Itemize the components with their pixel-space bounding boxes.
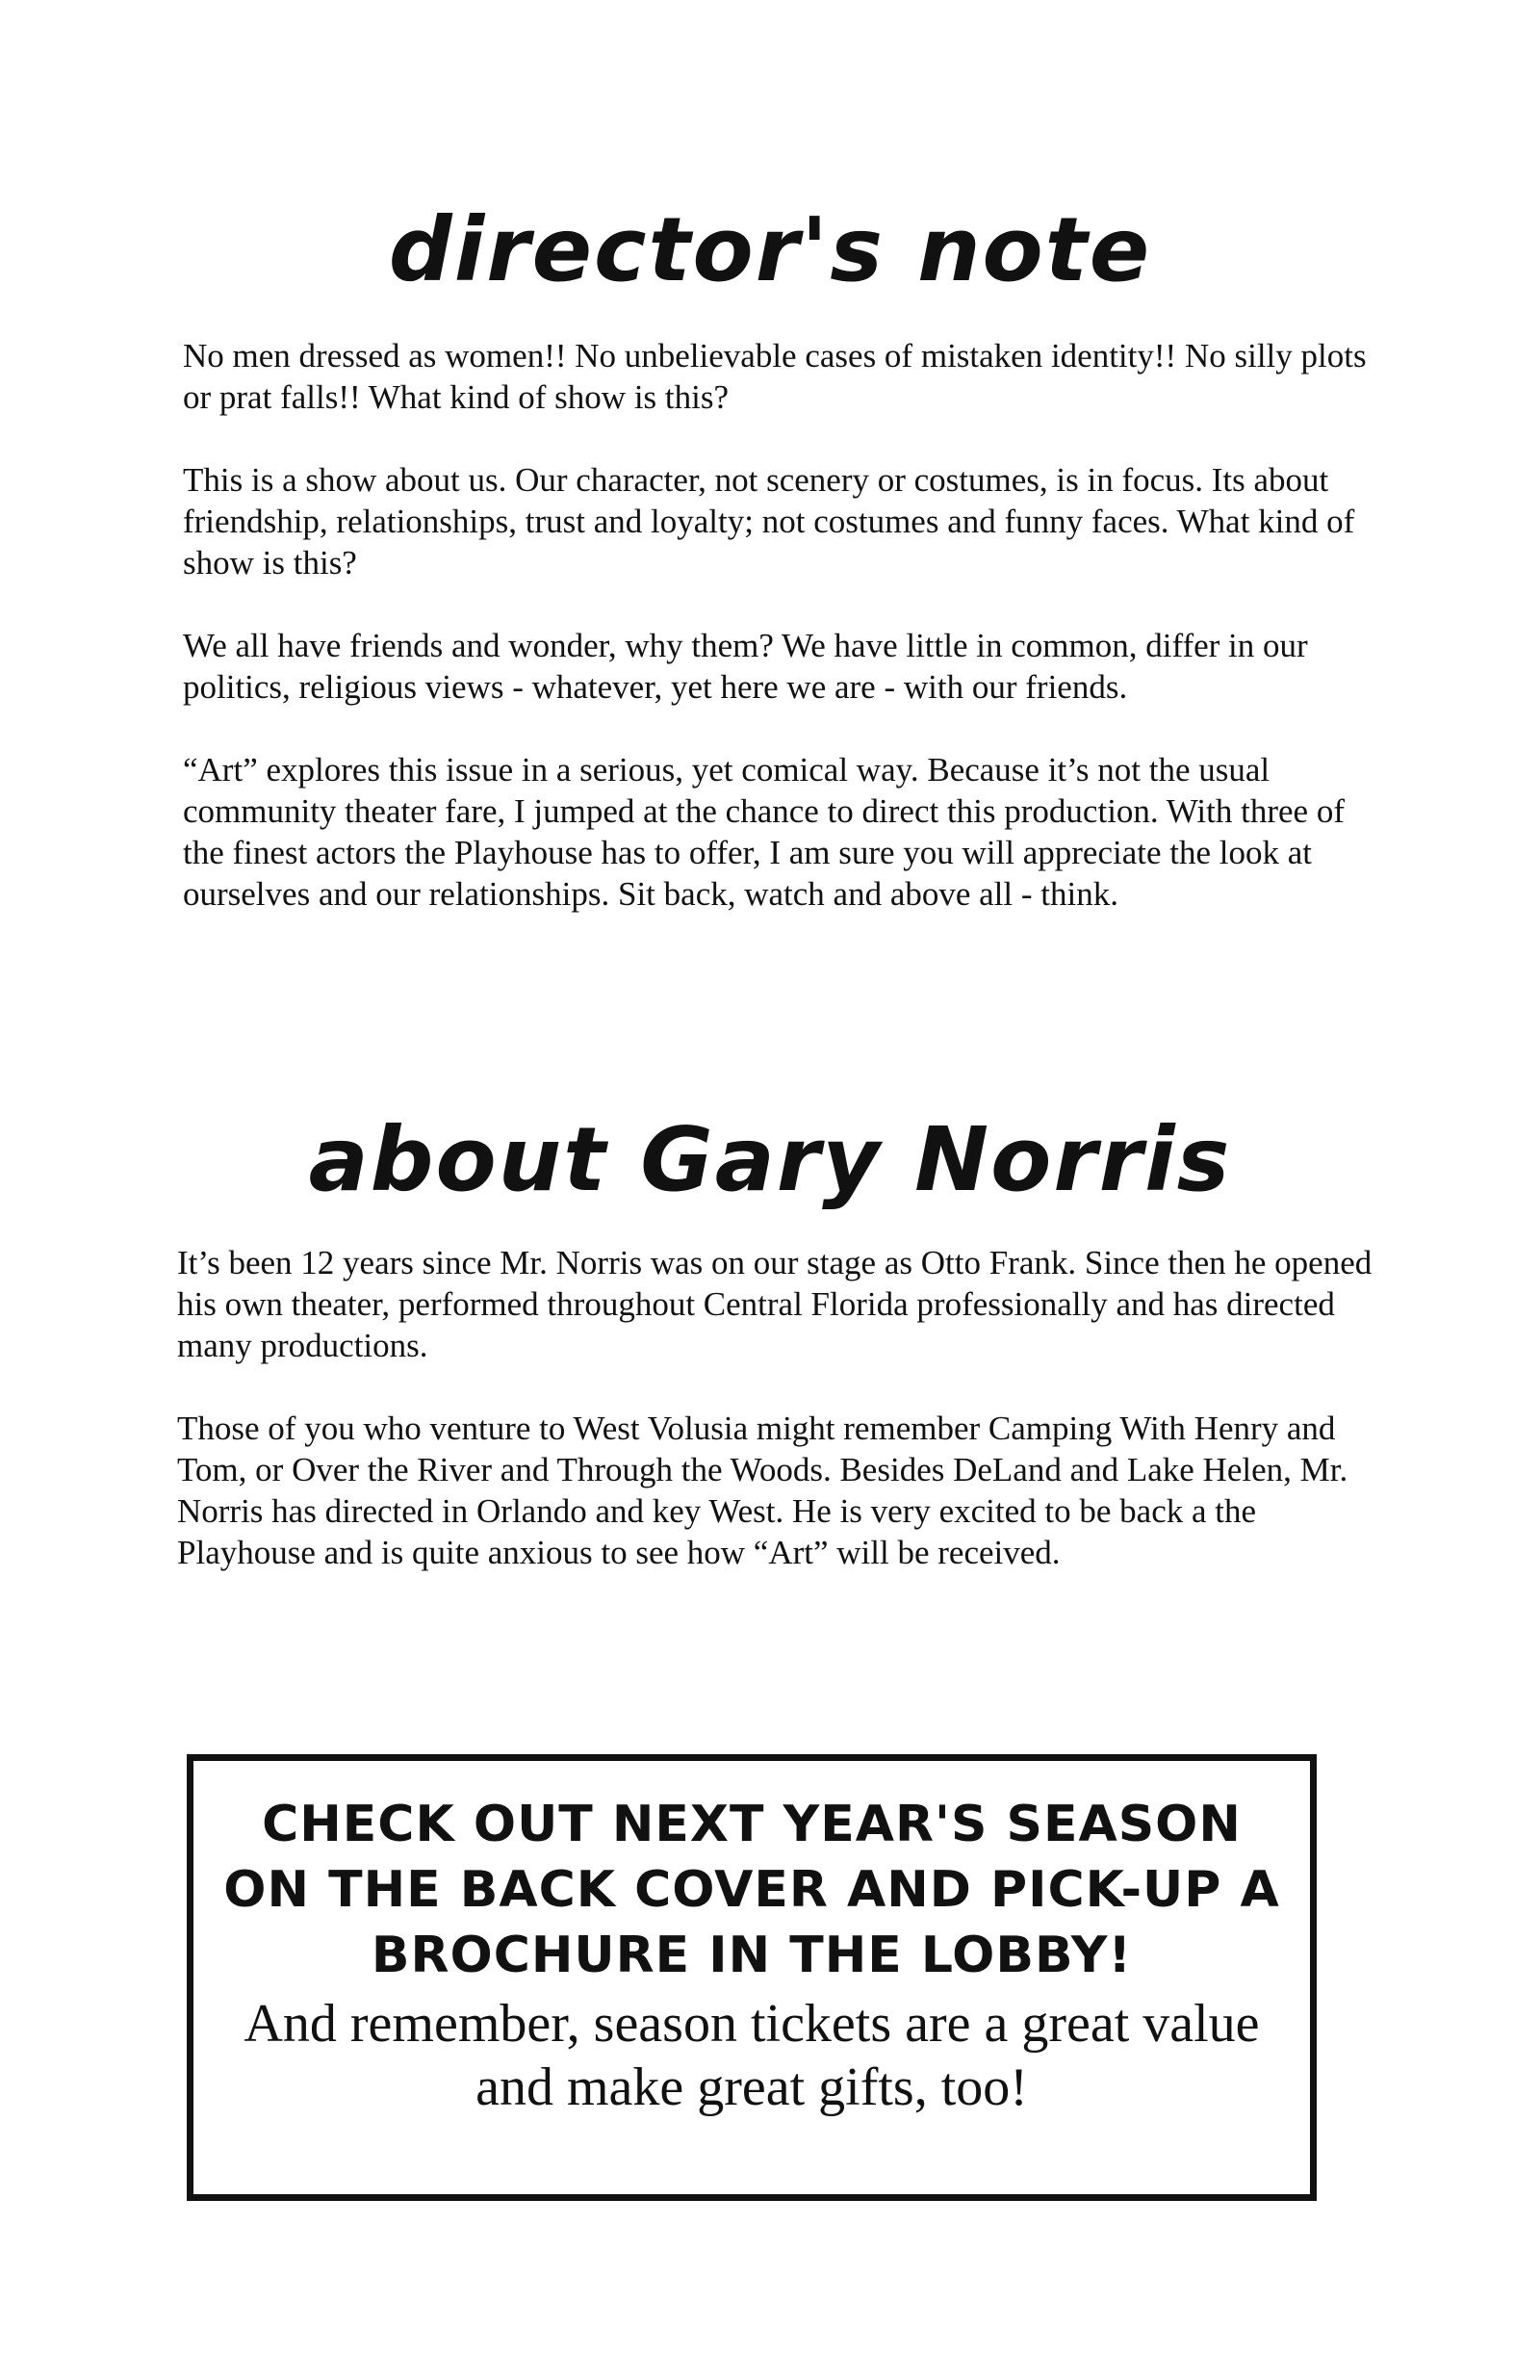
about-heading: about Gary Norris [308,1108,1232,1211]
promo-headline: CHECK OUT NEXT YEAR'S SEASON ON THE BACK COVER AND PICK-UP A BROCHURE IN THE LOBBY! [223,1796,1280,1984]
director-note-paragraph: “Art” explores this issue in a serious, yet comical way. Because it’s not the usual community theater fare, I jumped at the chance to direct this production. With three of the finest actors the Playhouse has to offer, I am sure you will appreciate the look at ourselves and our relationships. Sit back, watch and above all - think. [183,751,1345,913]
director-note-paragraph: This is a show about us. Our character, not scenery or costumes, is in focus. Its about friendship, relationships, trust and loyalty; not costumes and funny faces. What kind of show is this? [183,461,1355,582]
about-paragraph: It’s been 12 years since Mr. Norris was on our stage as Otto Frank. Since then he opened his own theater, performed throughout Central Florida professionally and has directed many productions. [177,1244,1373,1364]
promo-box [187,1754,1317,2201]
about-paragraph: Those of you who venture to West Volusia might remember Camping With Henry and Tom, or Over the River and Through the Woods. Besides DeLand and Lake Helen, Mr. Norris has directed in Orlando and key West. He is very excited to be back a the Playhouse and is quite anxious to see how “Art” will be received. [177,1410,1348,1571]
director-note-paragraph: We all have friends and wonder, why them? We have little in common, differ in our politics, religious views - whatever, yet here we are - with our friends. [183,627,1308,706]
director-note-body [183,335,1381,956]
director-note-heading: director's note [388,198,1152,301]
about-body [177,1242,1375,1615]
director-note-paragraph: No men dressed as women!! No unbelievable cases of mistaken identity!! No silly plots or prat falls!! What kind of show is this? [183,337,1367,416]
promo-text: And remember, season tickets are a great value and make great gifts, too! [244,1994,1260,2117]
